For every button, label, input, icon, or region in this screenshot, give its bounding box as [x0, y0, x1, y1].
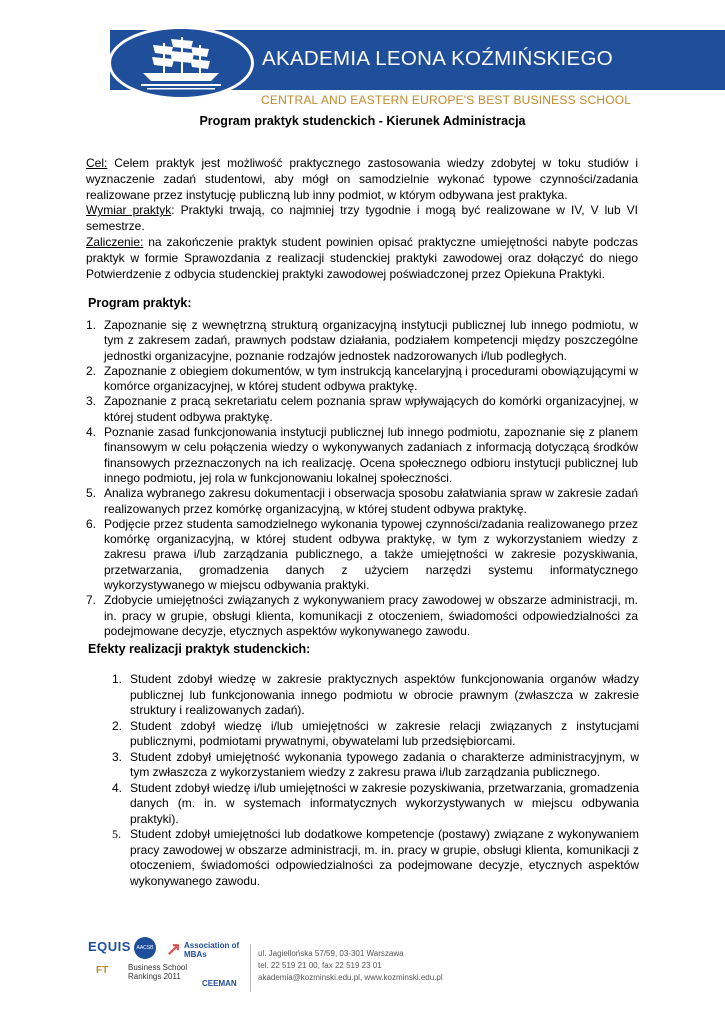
amba-logo: Association of MBAs	[184, 941, 240, 959]
item-text: Student zdobył wiedzę w zakresie praktycznych aspektów funkcjonowania organów władzy publicznej lub funkcjonowania innego podmiotu w obrocie prawnym (zwłaszcza w zakresie struktury i realizowanych zadań).	[130, 672, 639, 717]
cel-paragraph	[86, 156, 638, 203]
item-text: Student zdobył wiedzę i/lub umiejętności w zakresie relacji związanych z instytucjami publicznymi, podmiotami prywatnymi, obywatelami lub przedsiębiorcami.	[130, 718, 639, 748]
item-text: Poznanie zasad funkcjonowania instytucji publicznej lub innego podmiotu, zapoznanie się z planem finansowym w celu połączenia wiedzy o wykonywanych zadaniach z informacją dotyczącą środków finansowych przeznaczonych na ich realizację. Ocena społecznego odbioru instytucji publicznej lub innego podmiotu, jej rola w funkcjonowaniu lokalnej społeczności.	[104, 425, 638, 485]
item-text: Analiza wybranego zakresu dokumentacji i obserwacja sposobu załatwiania spraw w zakresie zadań realizowanych przez komórkę organizacyjną, w której student odbywa praktykę.	[104, 486, 638, 516]
intro-section	[86, 156, 638, 282]
item-number: 4.	[112, 780, 123, 795]
amba-mark-icon: ↗	[166, 939, 182, 959]
item-number: 1.	[112, 672, 123, 686]
item-text: Student zdobył wiedzę i/lub umiejętności w zakresie pozyskiwania, przetwarzania, gromadzenia danych (m. in. w systemach informatycznych wykorzystywanych w miejscu odbywania praktyki).	[130, 780, 639, 826]
item-text: Student zdobył umiejętności lub dodatkowe kompetencje (postawy) związane z wykonywaniem pracy zawodowej w obszarze administracji, m. in. pracy w grupie, obsługi klienta, komunikacji z otoczeniem, świadomości odpowiedzialności za podejmowane decyzje, etycznych aspektów wykonywanego zawodu.	[130, 827, 639, 888]
ft-logo: FT	[96, 965, 109, 976]
ship-icon	[133, 33, 229, 91]
list-item	[86, 364, 638, 395]
list-item	[86, 425, 638, 486]
footer-address	[258, 948, 443, 984]
wymiar-text: : Praktyki trwają, co najmniej trzy tygodnie i mogą być realizowane w IV, V lub VI semestrze.	[86, 203, 638, 234]
cel-text: Celem praktyk jest możliwość praktycznego zastosowania wiedzy zdobytej w toku studiów i wyznaczenie zadań studentowi, aby mógł on samodzielnie wykonać typowe czynności/zadania realizowane przez instytucję publiczną lub inny podmiot, w którym odbywana jest praktyka.	[86, 156, 638, 202]
item-text: Podjęcie przez studenta samodzielnego wykonania typowej czynności/zadania realizowanego przez komórkę organizacyjną, w której student odbywa praktykę, w tym z wykorzystaniem wiedzy z zakresu prawa i/lub zarządzania publicznego, a także umiejętności w zakresie pozyskiwania, przetwarzania, gromadzenia danych z użyciem narzędzi systemu informatycznego wykorzystywanego w miejscu odbywania praktyki.	[104, 516, 638, 593]
list-item	[112, 750, 639, 781]
item-text: Zapoznanie się z wewnętrzną strukturą organizacyjną instytucji publicznej lub innego podmiotu, w tym z zakresem zadań, prawnych podstaw działania, podziałem kompetencji między poszczególne jednostki organizacyjne, poznanie rodzajów jednostek nadzorowanych i/lub podległych.	[104, 318, 638, 363]
list-item	[112, 672, 639, 719]
equis-logo: EQUIS	[88, 939, 131, 954]
list-item	[112, 781, 639, 828]
rankings-label: Rankings 2011	[128, 972, 181, 981]
ceeman-logo: CEEMAN	[202, 979, 237, 988]
school-tagline: CENTRAL AND EASTERN EUROPE'S BEST BUSINESS SCHOOL	[261, 93, 632, 107]
effects-heading: Efekty realizacji praktyk studenckich:	[88, 642, 311, 656]
wymiar-paragraph	[86, 203, 638, 235]
program-heading: Program praktyk:	[88, 296, 192, 310]
item-text: Student zdobył umiejętność wykonania typowego zadania o charakterze administracyjnym, w tym zwłaszcza z wykorzystaniem wiedzy z zakresu prawa i/lub zarządzania publicznego.	[130, 749, 639, 779]
ft-ranking-text	[128, 963, 187, 981]
item-number: 3.	[112, 749, 123, 764]
list-item	[86, 593, 638, 639]
list-item	[86, 318, 638, 364]
item-text: Zapoznanie z obiegiem dokumentów, w tym instrukcją kancelaryjną i procedurami obowiązującymi w komórce organizacyjnej, w której student odbywa praktykę.	[104, 363, 638, 394]
effects-list	[112, 672, 639, 889]
list-item	[112, 827, 639, 889]
list-item	[112, 719, 639, 750]
item-number: 7.	[86, 593, 97, 608]
document-title: Program praktyk studenckich - Kierunek Administracja	[199, 114, 526, 128]
item-number: 5.	[112, 827, 121, 841]
zaliczenie-label: Zaliczenie:	[86, 234, 144, 249]
school-name: AKADEMIA LEONA KOŹMIŃSKIEGO	[262, 47, 613, 70]
footer-divider	[250, 944, 251, 992]
item-text: Zapoznanie z pracą sekretariatu celem poznania spraw wpływających do komórki organizacyjnej, w której student odbywa praktykę.	[104, 394, 638, 424]
phone-line: tel. 22 519 21 00, fax 22 519 23 01	[258, 961, 382, 970]
item-number: 6.	[86, 516, 97, 531]
item-text: Zdobycie umiejętności związanych z wykonywaniem pracy zawodowej w obszarze administracji, m. in. pracy w grupie, obsługi klienta, komunikacji z otoczeniem, świadomości odpowiedzialności za podejmowane decyzje, etycznych aspektów wykonywanego zawodu.	[104, 593, 638, 638]
item-number: 1.	[86, 318, 97, 332]
item-number: 2.	[112, 718, 123, 733]
contact-line: akademia@kozminski.edu.pl, www.kozminski.edu.pl	[258, 973, 443, 982]
accreditation-logos	[88, 935, 238, 995]
business-school-label: Business School	[128, 963, 188, 972]
cel-label: Cel:	[86, 156, 108, 170]
item-number: 5.	[86, 486, 97, 501]
list-item	[86, 486, 638, 517]
list-item	[86, 394, 638, 425]
program-list	[86, 318, 638, 639]
zaliczenie-text: na zakończenie praktyk student powinien opisać praktyczne umiejętności nabyte podczas praktyk w formie Sprawozdania z realizacji studenckiej praktyki zawodowej oraz dołączyć do niego Potwierdzenie z odbycia studenckiej praktyki zawodowej poświadczonej przez Opiekuna Praktyki.	[86, 234, 638, 281]
zaliczenie-paragraph	[86, 235, 638, 282]
item-number: 2.	[86, 363, 97, 378]
address-line: ul. Jagiellońska 57/59, 03-301 Warszawa	[258, 949, 404, 958]
aacsb-logo: AACSB	[134, 937, 156, 959]
item-number: 4.	[86, 425, 97, 440]
ship-logo	[108, 26, 254, 100]
list-item	[86, 517, 638, 593]
item-number: 3.	[86, 394, 97, 409]
wymiar-label: Wymiar praktyk	[86, 203, 172, 218]
